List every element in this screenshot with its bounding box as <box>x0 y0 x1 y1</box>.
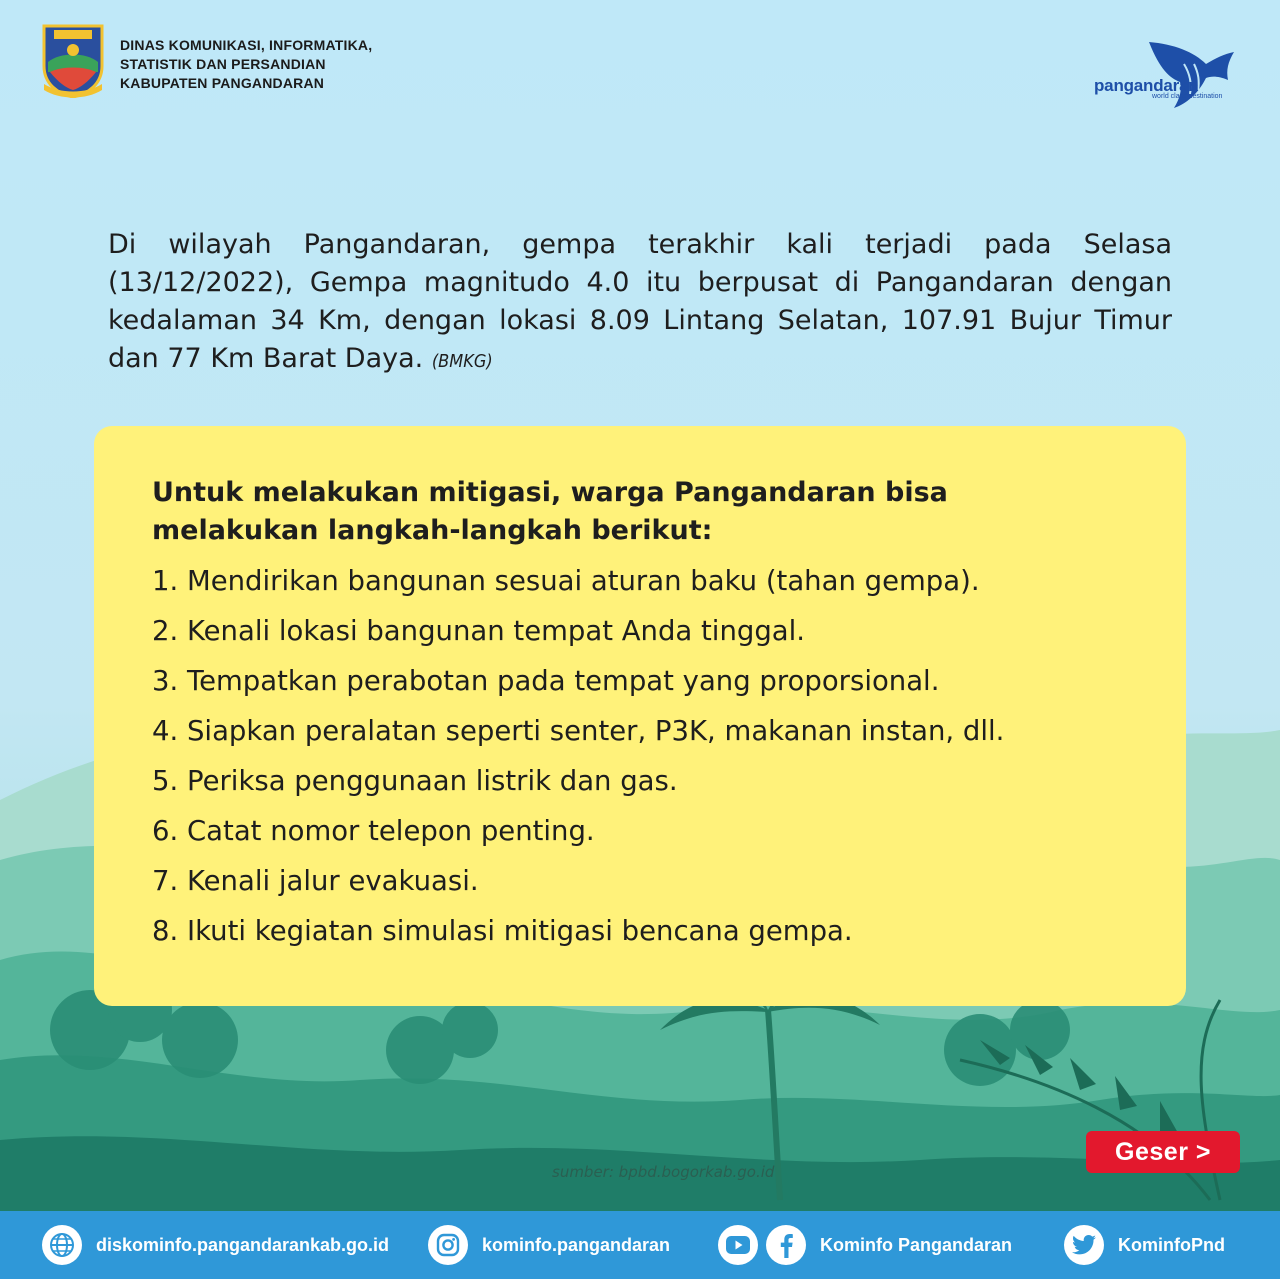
pangandaran-brand-logo <box>1094 34 1244 114</box>
facebook-icon <box>766 1225 806 1265</box>
footer-instagram[interactable] <box>428 1211 670 1279</box>
mitigation-steps <box>152 556 1130 956</box>
website-label: diskominfo.pangandarankab.go.id <box>96 1234 390 1255</box>
header <box>40 22 372 98</box>
org-line-2: STATISTIK DAN PERSANDIAN <box>120 56 326 72</box>
organization-name <box>120 36 372 93</box>
footer-website[interactable] <box>42 1211 389 1279</box>
footer-bar <box>0 1211 1280 1279</box>
source-note: sumber: bpbd.bogorkab.go.id <box>552 1163 775 1181</box>
intro-text: Di wilayah Pangandaran, gempa terakhir kali terjadi pada Selasa (13/12/2022), Gempa magnitudo 4.0 itu berpusat di Pangandaran dengan kedalaman 34 Km, dengan lokasi 8.09 Lintang Selatan, 107.91 Bujur Timur dan 77 Km Barat Daya. <box>108 229 1172 374</box>
twitter-label: KominfoPnd <box>1118 1234 1225 1255</box>
step-item: 6. Catat nomor telepon penting. <box>152 815 595 847</box>
youtube-facebook-label: Kominfo Pangandaran <box>820 1234 1013 1255</box>
twitter-icon <box>1064 1225 1104 1265</box>
card-title: Untuk melakukan mitigasi, warga Pangandaran bisa melakukan langkah-langkah berikut: <box>152 477 948 546</box>
instagram-label: kominfo.pangandaran <box>482 1234 671 1255</box>
marlin-fish-icon <box>1094 34 1244 114</box>
step-item: 5. Periksa penggunaan listrik dan gas. <box>152 765 678 797</box>
youtube-icon <box>718 1225 758 1265</box>
globe-icon <box>42 1225 82 1265</box>
step-item: 4. Siapkan peralatan seperti senter, P3K, makanan instan, dll. <box>152 715 1005 747</box>
step-item: 8. Ikuti kegiatan simulasi mitigasi bencana gempa. <box>152 915 853 947</box>
next-slide-button[interactable]: Geser > <box>1086 1131 1240 1173</box>
step-item: 7. Kenali jalur evakuasi. <box>152 865 479 897</box>
mitigation-card <box>94 426 1186 1006</box>
regency-emblem-icon <box>40 22 106 98</box>
brand-name: pangandaran <box>1094 76 1199 95</box>
org-line-1: DINAS KOMUNIKASI, INFORMATIKA, <box>120 37 373 53</box>
brand-tagline: world class destination <box>1152 93 1223 100</box>
step-item: 2. Kenali lokasi bangunan tempat Anda tinggal. <box>152 615 806 647</box>
footer-twitter[interactable] <box>1064 1211 1225 1279</box>
intro-source: (BMKG) <box>431 351 493 372</box>
step-item: 1. Mendirikan bangunan sesuai aturan baku (tahan gempa). <box>152 565 980 597</box>
instagram-icon <box>428 1225 468 1265</box>
step-item: 3. Tempatkan perabotan pada tempat yang proporsional. <box>152 665 940 697</box>
intro-paragraph <box>108 226 1172 381</box>
org-line-3: KABUPATEN PANGANDARAN <box>120 75 325 91</box>
footer-youtube-facebook[interactable] <box>718 1211 1012 1279</box>
